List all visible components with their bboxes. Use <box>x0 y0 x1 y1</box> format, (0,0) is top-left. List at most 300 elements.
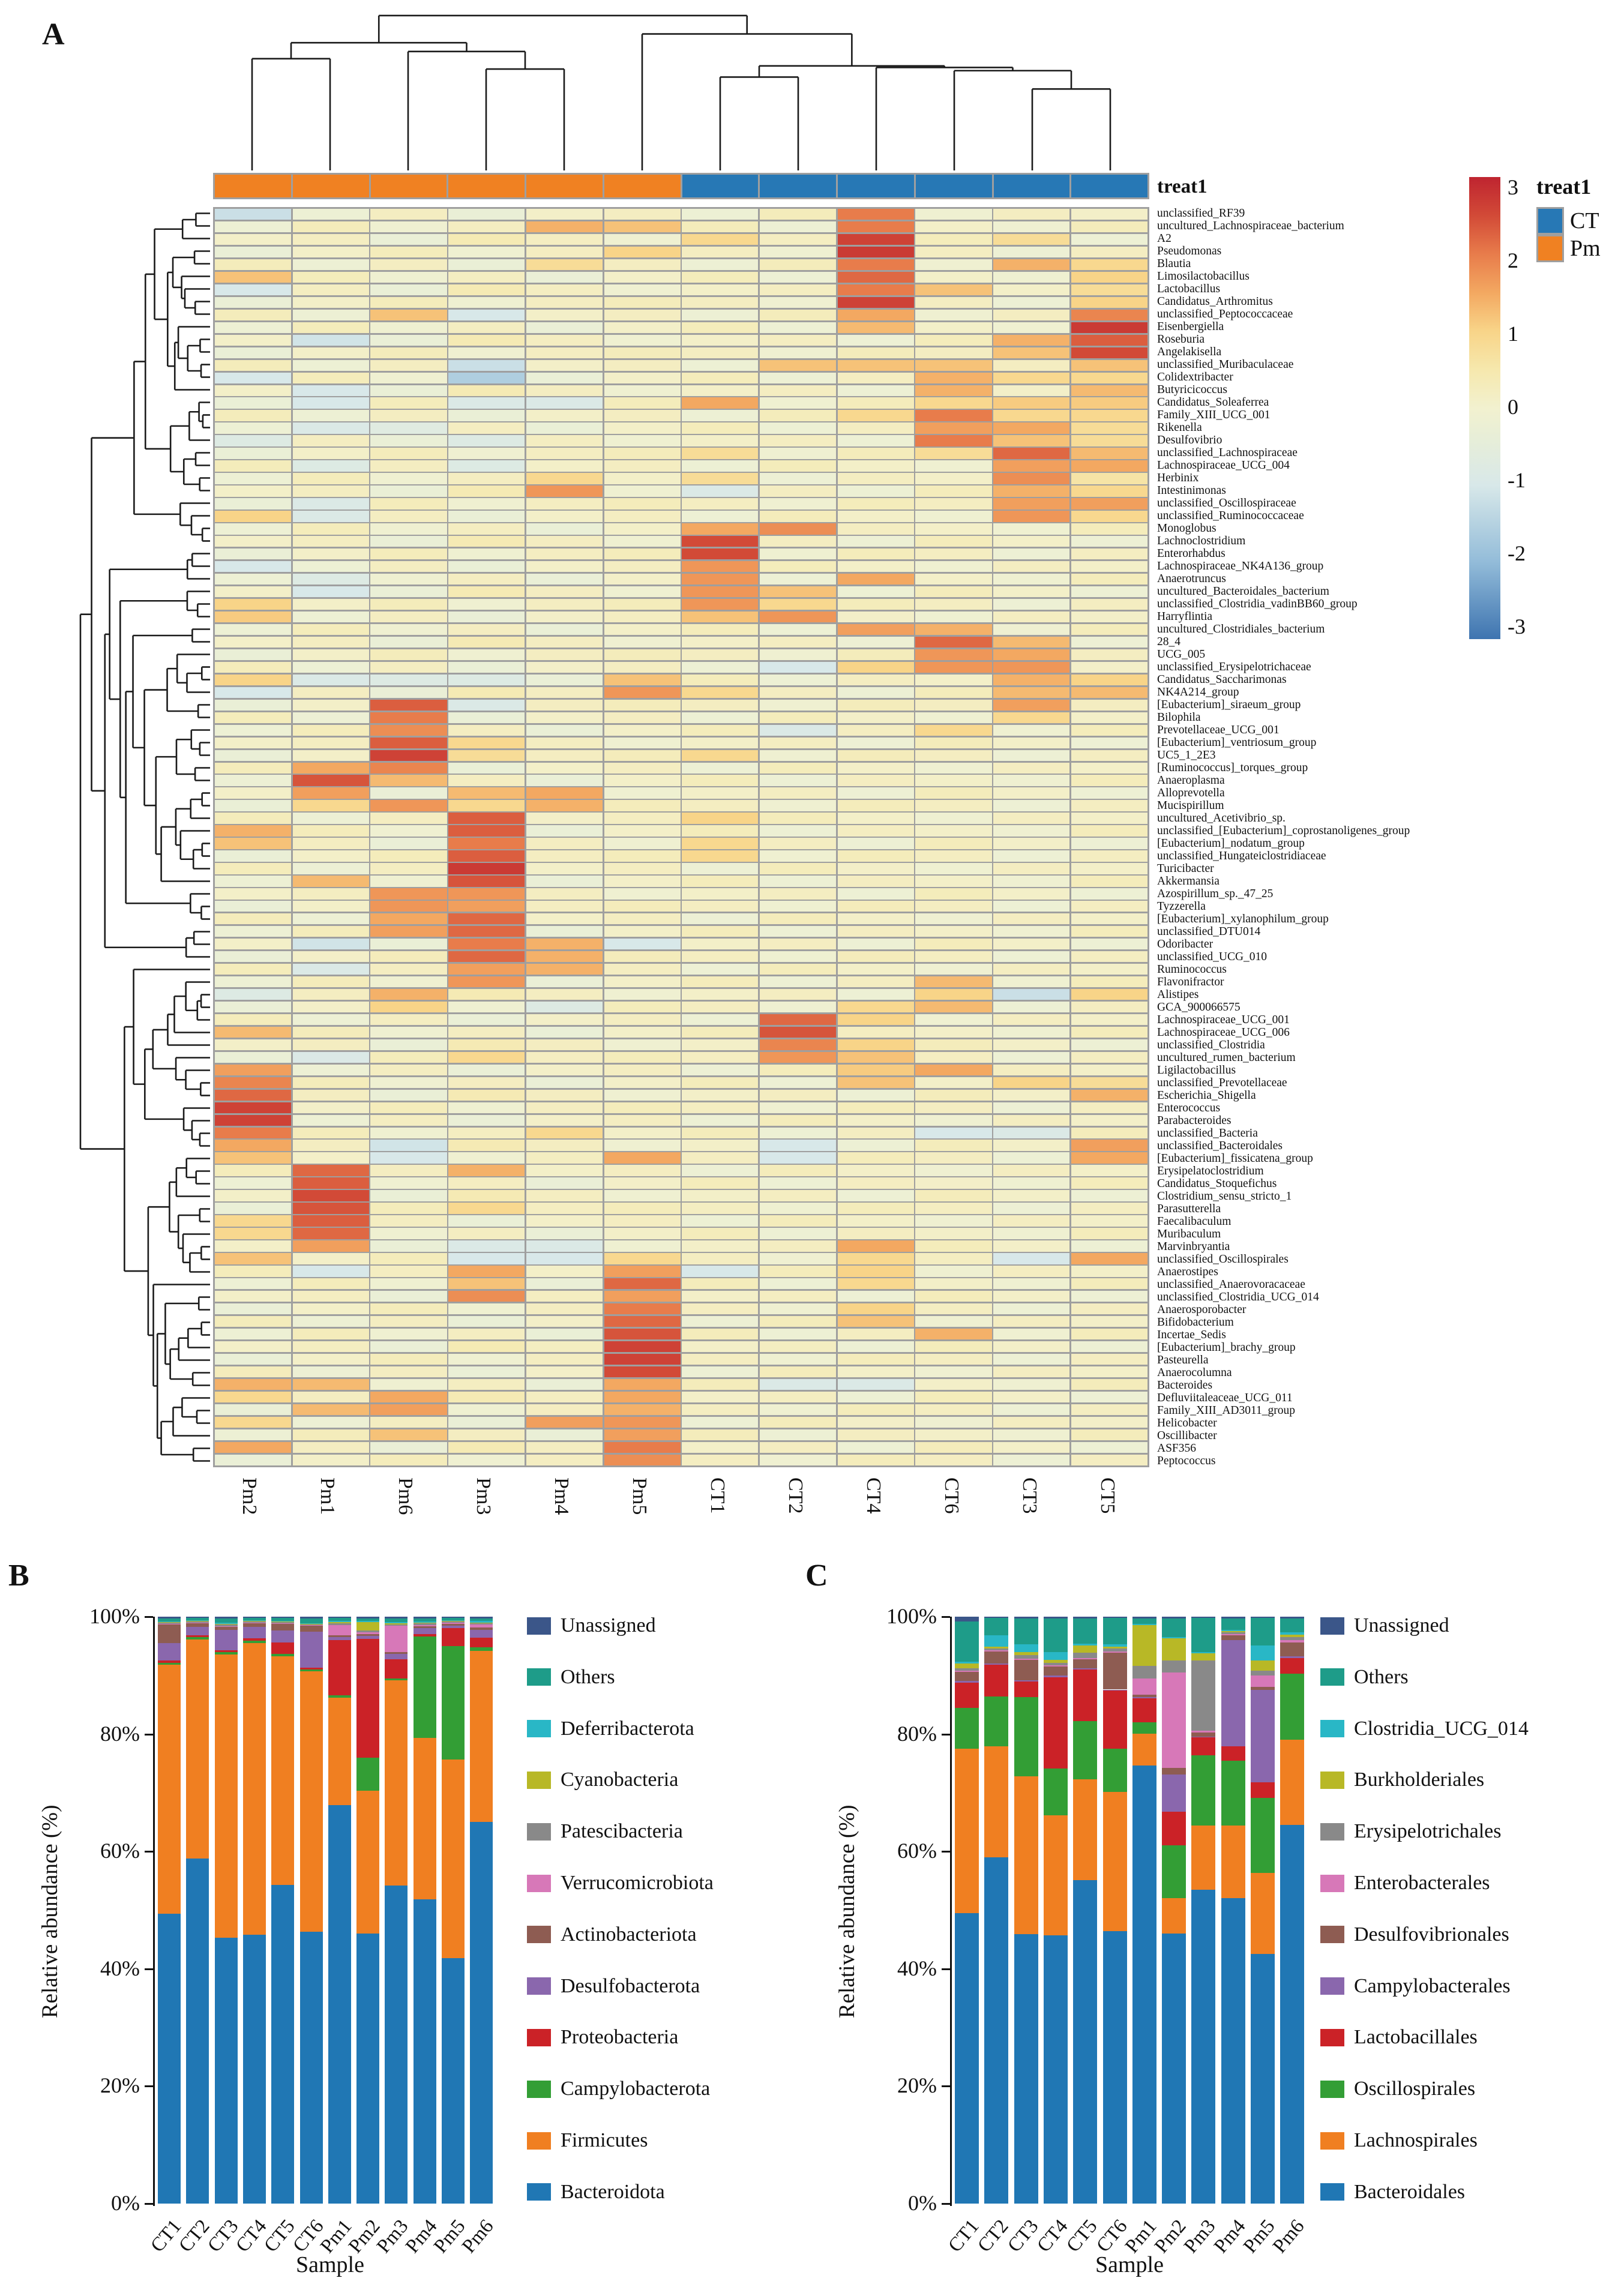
heatmap-cell <box>526 422 603 433</box>
heatmap-cell <box>682 1379 758 1390</box>
row-label: Alistipes <box>1157 988 1199 1001</box>
heatmap-cell <box>760 322 836 333</box>
heatmap-cell <box>760 523 836 534</box>
heatmap-cell <box>682 586 758 597</box>
heatmap-cell <box>604 422 681 433</box>
heatmap-cell <box>215 1417 291 1428</box>
heatmap-cell <box>448 888 525 899</box>
heatmap-cell <box>370 1329 447 1339</box>
heatmap-cell <box>293 939 369 949</box>
heatmap-cell <box>604 750 681 761</box>
heatmap-cell <box>838 221 914 232</box>
heatmap-cell <box>604 1404 681 1415</box>
heatmap-cell <box>293 1240 369 1251</box>
heatmap-cell <box>215 460 291 471</box>
heatmap-cell <box>215 1316 291 1327</box>
bar-segment-Pm1-Erysipelotrichales <box>1132 1666 1156 1678</box>
heatmap-cell <box>1071 1379 1147 1390</box>
heatmap-cell <box>370 1266 447 1276</box>
heatmap-cell <box>838 335 914 346</box>
bar-segment-Pm5-Actinobacteriota <box>442 1624 465 1626</box>
heatmap-cell <box>838 234 914 245</box>
heatmap-cell <box>370 221 447 232</box>
treat-strip-cell-CT4 <box>838 175 914 197</box>
bar-segment-Pm5-Bacteroidota <box>442 1958 465 2204</box>
bar-segment-Pm3-Clostridia_UCG_014 <box>1191 1652 1215 1653</box>
bar-segment-Pm4-Desulfobacterota <box>414 1628 436 1634</box>
heatmap-cell <box>526 397 603 408</box>
bar-segment-Pm6-Others <box>470 1618 493 1621</box>
heatmap-cell <box>1071 1442 1147 1453</box>
y-tick-label: 100% <box>886 1604 937 1628</box>
heatmap-cell <box>293 397 369 408</box>
bar-segment-Pm4-Firmicutes <box>414 1738 436 1899</box>
heatmap-cell <box>1071 422 1147 433</box>
heatmap-cell <box>1071 775 1147 786</box>
heatmap-cell <box>293 322 369 333</box>
heatmap-cell <box>682 951 758 962</box>
heatmap-cell <box>604 813 681 823</box>
heatmap-cell <box>215 1128 291 1138</box>
row-label: Akkermansia <box>1157 875 1220 888</box>
heatmap-cell <box>604 1102 681 1113</box>
heatmap-cell <box>448 1077 525 1088</box>
heatmap-cell <box>293 1165 369 1176</box>
heatmap-cell <box>1071 750 1147 761</box>
heatmap-cell <box>215 624 291 635</box>
heatmap-cell <box>915 1215 991 1226</box>
bar-segment-CT4-Burkholderiales <box>1044 1660 1068 1663</box>
heatmap-cell <box>993 247 1069 257</box>
heatmap-cell <box>448 850 525 861</box>
heatmap-cell <box>760 813 836 823</box>
heatmap-cell <box>1071 876 1147 886</box>
heatmap-cell <box>682 1065 758 1075</box>
heatmap-cell <box>448 763 525 774</box>
heatmap-cell <box>604 272 681 283</box>
heatmap-cell <box>215 1266 291 1276</box>
heatmap-cell <box>993 800 1069 811</box>
heatmap-cell <box>293 612 369 622</box>
heatmap-cell <box>370 310 447 320</box>
row-label: Ligilactobacillus <box>1157 1064 1236 1077</box>
heatmap-cell <box>993 687 1069 698</box>
heatmap-cell <box>215 926 291 937</box>
heatmap-cell <box>682 775 758 786</box>
heatmap-cell <box>915 1065 991 1075</box>
heatmap-cell <box>370 272 447 283</box>
heatmap-cell <box>215 347 291 358</box>
heatmap-cell <box>293 1354 369 1365</box>
heatmap-cell <box>838 939 914 949</box>
heatmap-cell <box>915 1455 991 1465</box>
heatmap-cell <box>838 1417 914 1428</box>
heatmap-cell <box>293 297 369 308</box>
heatmap-cell <box>1071 485 1147 496</box>
bar-segment-CT6-Desulfovibrionales <box>1103 1653 1127 1689</box>
heatmap-cell <box>448 1165 525 1176</box>
heatmap-cell <box>1071 360 1147 371</box>
legend-label: Erysipelotrichales <box>1354 1820 1502 1843</box>
heatmap-cell <box>526 410 603 421</box>
row-label: Faecalibaculum <box>1157 1215 1232 1228</box>
heatmap-cell <box>293 586 369 597</box>
heatmap-cell <box>1071 272 1147 283</box>
legend-item-Erysipelotrichales <box>1320 1820 1501 1843</box>
heatmap-cell <box>604 850 681 861</box>
heatmap-cell <box>838 1316 914 1327</box>
heatmap-cell <box>448 876 525 886</box>
heatmap-cell <box>293 1417 369 1428</box>
heatmap-cell <box>293 1052 369 1063</box>
bar-segment-Pm6-Verrucomicrobiota <box>470 1624 493 1627</box>
heatmap-cell <box>993 1291 1069 1302</box>
heatmap-cell <box>838 1366 914 1377</box>
bar-segment-Pm5-Desulfovibrionales <box>1251 1687 1275 1690</box>
heatmap-cell <box>838 976 914 987</box>
heatmap-cell <box>1071 247 1147 257</box>
heatmap-cell <box>526 1316 603 1327</box>
heatmap-cell <box>604 460 681 471</box>
heatmap-cell <box>682 221 758 232</box>
bar-segment-CT2-Deferribacterota <box>186 1620 209 1621</box>
bar-segment-CT5-Verrucomicrobiota <box>271 1623 294 1624</box>
heatmap-cell <box>293 850 369 861</box>
heatmap-cell <box>370 976 447 987</box>
bar-segment-CT2-Unassigned <box>984 1617 1008 1618</box>
heatmap-cell <box>993 1278 1069 1289</box>
heatmap-cell <box>215 1354 291 1365</box>
heatmap-cell <box>604 586 681 597</box>
column-label-CT6: CT6 <box>940 1477 963 1514</box>
heatmap-cell <box>526 1404 603 1415</box>
heatmap-cell <box>293 725 369 736</box>
row-label: unclassified_Ruminococcaceae <box>1157 509 1304 522</box>
heatmap-cell <box>293 1090 369 1101</box>
row-label: Intestinimonas <box>1157 484 1226 497</box>
y-tick <box>145 1968 153 1970</box>
legend-label: Burkholderiales <box>1354 1769 1485 1791</box>
heatmap-cell <box>448 1115 525 1126</box>
heatmap-cell <box>293 637 369 648</box>
heatmap-cell <box>838 825 914 836</box>
heatmap-cell <box>915 247 991 257</box>
heatmap-cell <box>682 876 758 886</box>
heatmap-cell <box>215 1102 291 1113</box>
heatmap-cell <box>838 787 914 798</box>
heatmap-cell <box>838 1052 914 1063</box>
legend-swatch <box>1320 1772 1344 1789</box>
bar-segment-CT1-Actinobacteriota <box>158 1624 181 1643</box>
heatmap-cell <box>682 1102 758 1113</box>
heatmap-cell <box>370 1366 447 1377</box>
heatmap-cell <box>1071 1140 1147 1150</box>
x-tick-label-Pm6: Pm6 <box>458 2216 498 2258</box>
heatmap-cell <box>604 1341 681 1352</box>
heatmap-cell <box>370 989 447 1000</box>
bar-segment-CT5-Campylobacterales <box>1073 1668 1097 1669</box>
heatmap-cell <box>838 1228 914 1239</box>
heatmap-cell <box>293 712 369 723</box>
heatmap-cell <box>370 397 447 408</box>
bar-segment-CT5-Desulfobacterota <box>271 1630 294 1642</box>
legend-item-Oscillospirales <box>1320 2078 1475 2100</box>
legend-item-Verrucomicrobiota <box>527 1872 714 1895</box>
heatmap-cell <box>682 448 758 458</box>
heatmap-cell <box>293 448 369 458</box>
heatmap-cell <box>370 1417 447 1428</box>
bar-segment-Pm3-Cyanobacteria <box>385 1623 408 1624</box>
bar-segment-CT3-Erysipelotrichales <box>1014 1655 1038 1659</box>
heatmap-cell <box>526 335 603 346</box>
heatmap-cell <box>604 322 681 333</box>
heatmap-cell <box>604 951 681 962</box>
heatmap-cell <box>915 1102 991 1113</box>
heatmap-cell <box>915 485 991 496</box>
heatmap-cell <box>838 410 914 421</box>
heatmap-cell <box>760 373 836 383</box>
heatmap-cell <box>448 548 525 559</box>
heatmap-cell <box>526 649 603 660</box>
bar-segment-Pm5-Desulfobacterota <box>442 1626 465 1629</box>
heatmap-cell <box>526 725 603 736</box>
heatmap-cell <box>448 1278 525 1289</box>
heatmap-cell <box>760 335 836 346</box>
heatmap-cell <box>760 649 836 660</box>
heatmap-cell <box>993 637 1069 648</box>
y-axis <box>153 1617 155 2206</box>
heatmap-cell <box>526 1291 603 1302</box>
legend-swatch <box>527 2029 551 2046</box>
bar-segment-CT1-Cyanobacteria <box>158 1622 181 1623</box>
bar-segment-Pm3-Oscillospirales <box>1191 1755 1215 1826</box>
heatmap-cell <box>1071 1203 1147 1213</box>
bar-segment-Pm1-Deferribacterota <box>328 1621 351 1622</box>
heatmap-cell <box>448 234 525 245</box>
heatmap-cell <box>993 976 1069 987</box>
heatmap-cell <box>526 1417 603 1428</box>
heatmap-cell <box>215 259 291 270</box>
heatmap-cell <box>1071 373 1147 383</box>
heatmap-cell <box>448 1203 525 1213</box>
heatmap-cell <box>370 322 447 333</box>
bar-segment-CT1-Burkholderiales <box>955 1663 979 1668</box>
heatmap-cell <box>215 876 291 886</box>
heatmap-cell <box>370 1128 447 1138</box>
heatmap-cell <box>838 1002 914 1012</box>
heatmap-cell <box>448 435 525 446</box>
heatmap-cell <box>448 825 525 836</box>
heatmap-cell <box>760 1329 836 1339</box>
heatmap-cell <box>448 813 525 823</box>
heatmap-cell <box>993 712 1069 723</box>
heatmap-cell <box>682 347 758 358</box>
heatmap-cell <box>1071 1027 1147 1038</box>
treat-legend <box>1536 207 1601 262</box>
bar-segment-CT4-Desulfovibrionales <box>1044 1666 1068 1675</box>
heatmap-cell <box>215 738 291 748</box>
heatmap-cell <box>915 322 991 333</box>
heatmap-cell <box>215 1442 291 1453</box>
heatmap-cell <box>215 725 291 736</box>
heatmap-cell <box>682 838 758 849</box>
heatmap-cell <box>1071 888 1147 899</box>
legend-swatch <box>527 1720 551 1737</box>
y-tick <box>942 1968 950 1970</box>
heatmap-cell <box>448 1266 525 1276</box>
heatmap-cell <box>682 725 758 736</box>
heatmap-cell <box>682 310 758 320</box>
heatmap-cell <box>915 1442 991 1453</box>
bar-segment-Pm1-Desulfobacterota <box>328 1637 351 1640</box>
row-label: Herbinix <box>1157 472 1199 484</box>
legend-swatch <box>527 2081 551 2098</box>
heatmap-cell <box>526 787 603 798</box>
heatmap-cell <box>293 951 369 962</box>
heatmap-cell <box>1071 787 1147 798</box>
heatmap-cell <box>838 485 914 496</box>
panel-b-y-axis-title: Relative abundance (%) <box>38 1805 62 2018</box>
legend-swatch <box>1320 2029 1344 2046</box>
heatmap-cell <box>448 738 525 748</box>
heatmap-cell <box>293 1039 369 1050</box>
heatmap-cell <box>682 1455 758 1465</box>
legend-swatch <box>1320 1926 1344 1943</box>
heatmap-cell <box>604 863 681 874</box>
x-tick-label-Pm4: Pm4 <box>1209 2216 1250 2258</box>
heatmap-cell <box>915 624 991 635</box>
bar-segment-CT3-Deferribacterota <box>215 1623 238 1624</box>
heatmap-cell <box>448 322 525 333</box>
heatmap-cell <box>760 1140 836 1150</box>
heatmap-cell <box>838 675 914 685</box>
bar-segment-CT5-Lachnospirales <box>1073 1779 1097 1881</box>
heatmap-cell <box>526 1177 603 1188</box>
heatmap-cell <box>993 763 1069 774</box>
row-label: UCG_005 <box>1157 648 1206 661</box>
heatmap-cell <box>760 385 836 396</box>
heatmap-cell <box>915 775 991 786</box>
heatmap-cell <box>215 272 291 283</box>
bar-segment-CT4-Others <box>243 1618 266 1620</box>
row-label: Turicibacter <box>1157 862 1214 875</box>
heatmap-cell <box>215 310 291 320</box>
heatmap-cell <box>682 1215 758 1226</box>
heatmap-cell <box>604 259 681 270</box>
bar-segment-CT3-Unassigned <box>215 1617 238 1618</box>
row-label: Anaerotruncus <box>1157 572 1226 585</box>
column-label-Pm2: Pm2 <box>238 1477 260 1515</box>
heatmap-cell <box>215 498 291 509</box>
bar-segment-Pm1-Lachnospirales <box>1132 1734 1156 1766</box>
treat-strip-cell-Pm1 <box>293 175 369 197</box>
heatmap-cell <box>760 1190 836 1201</box>
heatmap-cell <box>760 448 836 458</box>
heatmap-cell <box>838 1341 914 1352</box>
row-label: Limosilactobacillus <box>1157 270 1250 283</box>
heatmap-cell <box>760 259 836 270</box>
heatmap-cell <box>448 901 525 912</box>
heatmap-cell <box>915 1266 991 1276</box>
bar-segment-CT3-Clostridia_UCG_014 <box>1014 1644 1038 1653</box>
heatmap-cell <box>993 1165 1069 1176</box>
heatmap-cell <box>915 360 991 371</box>
row-label: Ruminococcus <box>1157 963 1227 976</box>
heatmap-cell <box>370 523 447 534</box>
heatmap-cell <box>293 750 369 761</box>
legend-item-Proteobacteria <box>527 2026 678 2049</box>
treat-strip-cell-Pm6 <box>371 175 447 197</box>
heatmap-cell <box>838 1077 914 1088</box>
heatmap-cell <box>838 1065 914 1075</box>
bar-segment-CT1-Campylobacterales <box>955 1681 979 1683</box>
heatmap-cell <box>215 561 291 572</box>
heatmap-cell <box>1071 561 1147 572</box>
bar-segment-Pm6-Campylobacterota <box>470 1647 493 1651</box>
heatmap-cell <box>604 448 681 458</box>
x-tick-label-Pm1: Pm1 <box>316 2216 356 2258</box>
heatmap-cell <box>215 1165 291 1176</box>
heatmap-cell <box>838 259 914 270</box>
heatmap-cell <box>526 800 603 811</box>
heatmap-cell <box>760 1128 836 1138</box>
heatmap-cell <box>760 700 836 711</box>
bar-segment-CT3-Lachnospirales <box>1014 1776 1038 1935</box>
heatmap-cell <box>526 775 603 786</box>
heatmap-cell <box>760 787 836 798</box>
x-tick-label-CT2: CT2 <box>175 2216 214 2257</box>
heatmap-cell <box>526 599 603 610</box>
heatmap-cell <box>682 523 758 534</box>
treat-swatch-label: CT <box>1570 208 1599 233</box>
heatmap-cell <box>215 612 291 622</box>
heatmap-cell <box>915 1165 991 1176</box>
heatmap-cell <box>1071 662 1147 673</box>
heatmap-cell <box>760 1253 836 1264</box>
bar-segment-CT6-Others <box>1103 1618 1127 1644</box>
y-tick <box>942 2203 950 2205</box>
heatmap-cell <box>448 662 525 673</box>
heatmap-cell <box>682 989 758 1000</box>
heatmap-cell <box>993 863 1069 874</box>
heatmap-cell <box>370 1090 447 1101</box>
heatmap-cell <box>760 1354 836 1365</box>
heatmap-cell <box>526 1052 603 1063</box>
heatmap-cell <box>915 700 991 711</box>
heatmap-cell <box>293 1429 369 1440</box>
heatmap-cell <box>604 1203 681 1213</box>
heatmap-cell <box>1071 1240 1147 1251</box>
heatmap-cell <box>215 397 291 408</box>
bar-segment-Pm2-Clostridia_UCG_014 <box>1162 1637 1186 1638</box>
bar-segment-Pm6-Enterobacterales <box>1280 1640 1304 1642</box>
heatmap-cell <box>915 335 991 346</box>
bar-segment-Pm2-Erysipelotrichales <box>1162 1660 1186 1672</box>
heatmap-cell <box>526 637 603 648</box>
y-tick-label: 0% <box>111 2191 140 2215</box>
legend-item-Others <box>527 1666 615 1689</box>
colorbar-tick: 0 <box>1508 395 1518 419</box>
bar-segment-CT6-Desulfobacterota <box>300 1632 323 1668</box>
heatmap-cell <box>215 599 291 610</box>
heatmap-cell <box>293 422 369 433</box>
heatmap-cell <box>215 775 291 786</box>
heatmap-cell <box>293 1014 369 1025</box>
row-label: Angelakisella <box>1157 346 1222 358</box>
heatmap-cell <box>370 1039 447 1050</box>
row-label: Parabacteroides <box>1157 1114 1232 1127</box>
heatmap-cell <box>448 939 525 949</box>
